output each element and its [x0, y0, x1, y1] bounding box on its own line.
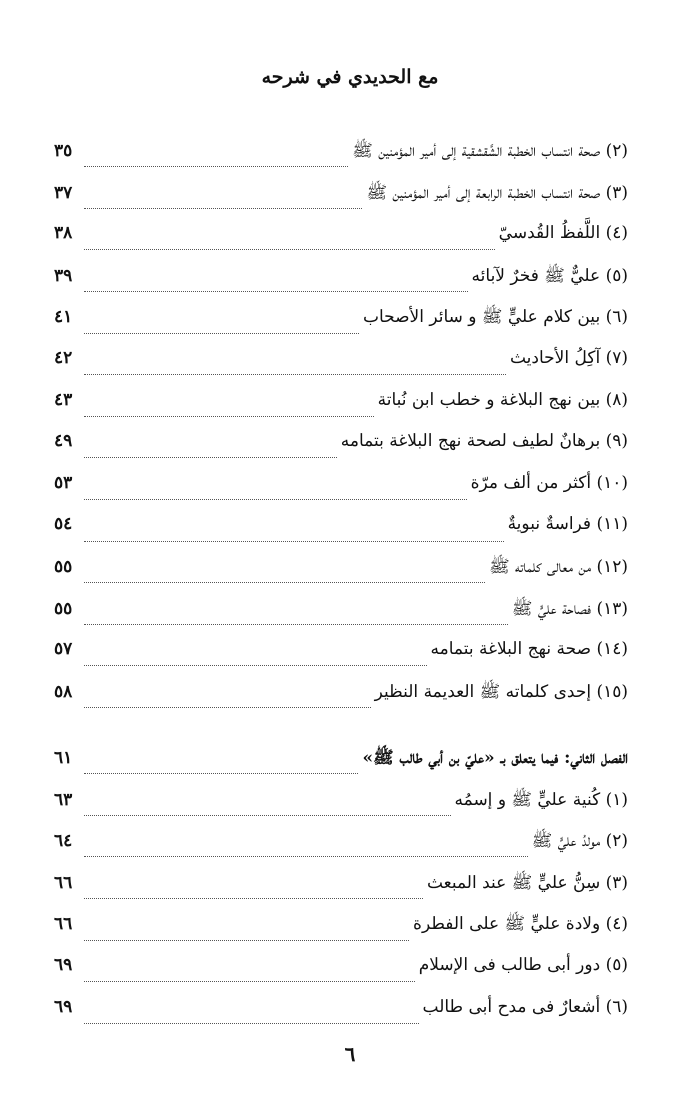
dot-leader	[84, 707, 371, 708]
dot-leader	[84, 940, 409, 941]
toc-entry[interactable]	[54, 955, 628, 997]
toc-entry[interactable]	[54, 598, 628, 640]
toc-entry[interactable]	[54, 390, 628, 432]
toc-entry-page: ٥٥	[54, 598, 73, 619]
toc-entry-title: (٩) برهانٌ لطيف لصحة نهج البلاغة بتمامه	[340, 431, 628, 452]
running-header: مع الحديدي في شرحه	[261, 66, 439, 88]
dot-leader	[84, 416, 374, 417]
toc-entry[interactable]	[54, 348, 628, 390]
toc-entry[interactable]	[54, 639, 628, 681]
toc-entry-page: ٦٦	[54, 914, 73, 935]
toc-entry[interactable]	[54, 431, 628, 473]
dot-leader	[84, 665, 427, 666]
chapter-title: الفصل الثاني: فيما يتعلق بـ «عليّ بن أبي طالب ﷺ»	[362, 748, 628, 768]
toc-entry-title: (١٥) إحدى كلماته ﷺ العديمة النظير	[374, 681, 628, 702]
toc-entry[interactable]	[54, 473, 628, 515]
dot-leader	[84, 898, 423, 899]
toc-entry-title: (٥) دور أبى طالب فى الإسلام	[418, 954, 628, 975]
toc-list-section-2	[54, 747, 628, 1038]
dot-leader	[84, 541, 504, 542]
toc-entry-page: ٥٧	[54, 639, 73, 660]
dot-leader	[84, 856, 528, 857]
toc-entry-page: ٦٩	[54, 954, 73, 975]
toc-entry-title: (٧) آكِلُ الأحاديث	[509, 347, 628, 368]
dot-leader	[84, 1023, 419, 1024]
toc-entry-title: (٦) أشعارٌ فى مدح أبى طالب	[422, 996, 628, 1017]
toc-entry[interactable]	[54, 830, 628, 872]
toc-entry-page: ٦٩	[54, 996, 73, 1017]
toc-entry-page: ٦٤	[54, 831, 73, 852]
toc-entry-title: (٣) صحة انتساب الخطبة الرابعة إلى أمير المؤمنين ﷺ	[366, 182, 628, 203]
dot-leader	[84, 374, 506, 375]
toc-entry-title: (٨) بين نهج البلاغة و خطب ابن نُباتة	[377, 389, 628, 410]
toc-entry[interactable]	[54, 681, 628, 723]
toc-entry-page: ٣٨	[54, 223, 73, 244]
chapter-heading[interactable]	[54, 747, 628, 789]
toc-entry[interactable]	[54, 182, 628, 224]
toc-entry-page: ٣٩	[54, 265, 73, 286]
dot-leader	[84, 291, 468, 292]
dot-leader	[84, 333, 359, 334]
dot-leader	[84, 249, 495, 250]
toc-entry-page: ٥٣	[54, 472, 73, 493]
toc-entry-title: (٤) ولادة عليٍّ ﷺ على الفطرة	[413, 914, 628, 935]
toc-entry-page: ٥٥	[54, 556, 73, 577]
dot-leader	[84, 457, 337, 458]
toc-entry-title: (١) كُنية عليٍّ ﷺ و إسمُه	[454, 789, 628, 810]
dot-leader	[84, 624, 508, 625]
dot-leader	[84, 582, 485, 583]
toc-entry[interactable]	[54, 789, 628, 831]
toc-entry-page: ٣٧	[54, 182, 73, 203]
toc-entry[interactable]	[54, 872, 628, 914]
dot-leader	[84, 166, 348, 167]
dot-leader	[84, 981, 415, 982]
toc-entry-page: ٤١	[54, 307, 73, 328]
toc-entry[interactable]	[54, 514, 628, 556]
page-number: ٦	[344, 1042, 356, 1066]
dot-leader	[84, 773, 358, 774]
toc-entry[interactable]	[54, 556, 628, 598]
toc-entry[interactable]	[54, 223, 628, 265]
toc-entry-page: ٤٢	[54, 347, 73, 368]
toc-entry[interactable]	[54, 306, 628, 348]
toc-entry-title: (٤) اللَّفظُ القُدسيّ	[498, 223, 628, 244]
toc-entry[interactable]	[54, 997, 628, 1039]
chapter-page: ٦١	[54, 748, 73, 768]
toc-entry-title: (٣) سِنُّ عليٍّ ﷺ عند المبعث	[426, 872, 628, 893]
toc-list-section-1	[54, 140, 628, 722]
toc-entry-title: (٢) صحة انتساب الخطبة الشَّقشقية إلى أمير المؤمنين ﷺ	[352, 141, 628, 161]
toc-entry-page: ٤٩	[54, 431, 73, 452]
toc-entry[interactable]	[54, 265, 628, 307]
toc-entry-title: (٥) عليٌّ ﷺ فخرٌ لآبائه	[471, 265, 628, 286]
toc-entry[interactable]	[54, 913, 628, 955]
toc-entry-page: ٥٤	[54, 514, 73, 535]
toc-entry-page: ٥٨	[54, 681, 73, 702]
toc-entry-page: ٤٣	[54, 389, 73, 410]
toc-entry-title: (٦) بين كلام عليٍّ ﷺ و سائر الأصحاب	[362, 307, 628, 328]
toc-entry-title: (١٣) فصاحة عليٍّ ﷺ	[511, 598, 628, 619]
toc-entry[interactable]	[54, 140, 628, 182]
toc-entry-title: (١٤) صحة نهج البلاغة بتمامه	[430, 639, 628, 660]
toc-entry-page: ٣٥	[54, 141, 73, 161]
toc-entry-page: ٦٣	[54, 789, 73, 810]
toc-entry-title: (١١) فراسةٌ نبويةٌ	[507, 514, 628, 535]
toc-entry-title: (١٠) أكثر من ألف مرّة	[470, 472, 628, 493]
dot-leader	[84, 499, 467, 500]
dot-leader	[84, 208, 362, 209]
toc-entry-page: ٦٦	[54, 872, 73, 893]
toc-entry-title: (٢) مولدُ عليٍّ ﷺ	[531, 831, 628, 852]
dot-leader	[84, 815, 451, 816]
toc-entry-title: (١٢) من معالى كلماته ﷺ	[489, 556, 628, 577]
